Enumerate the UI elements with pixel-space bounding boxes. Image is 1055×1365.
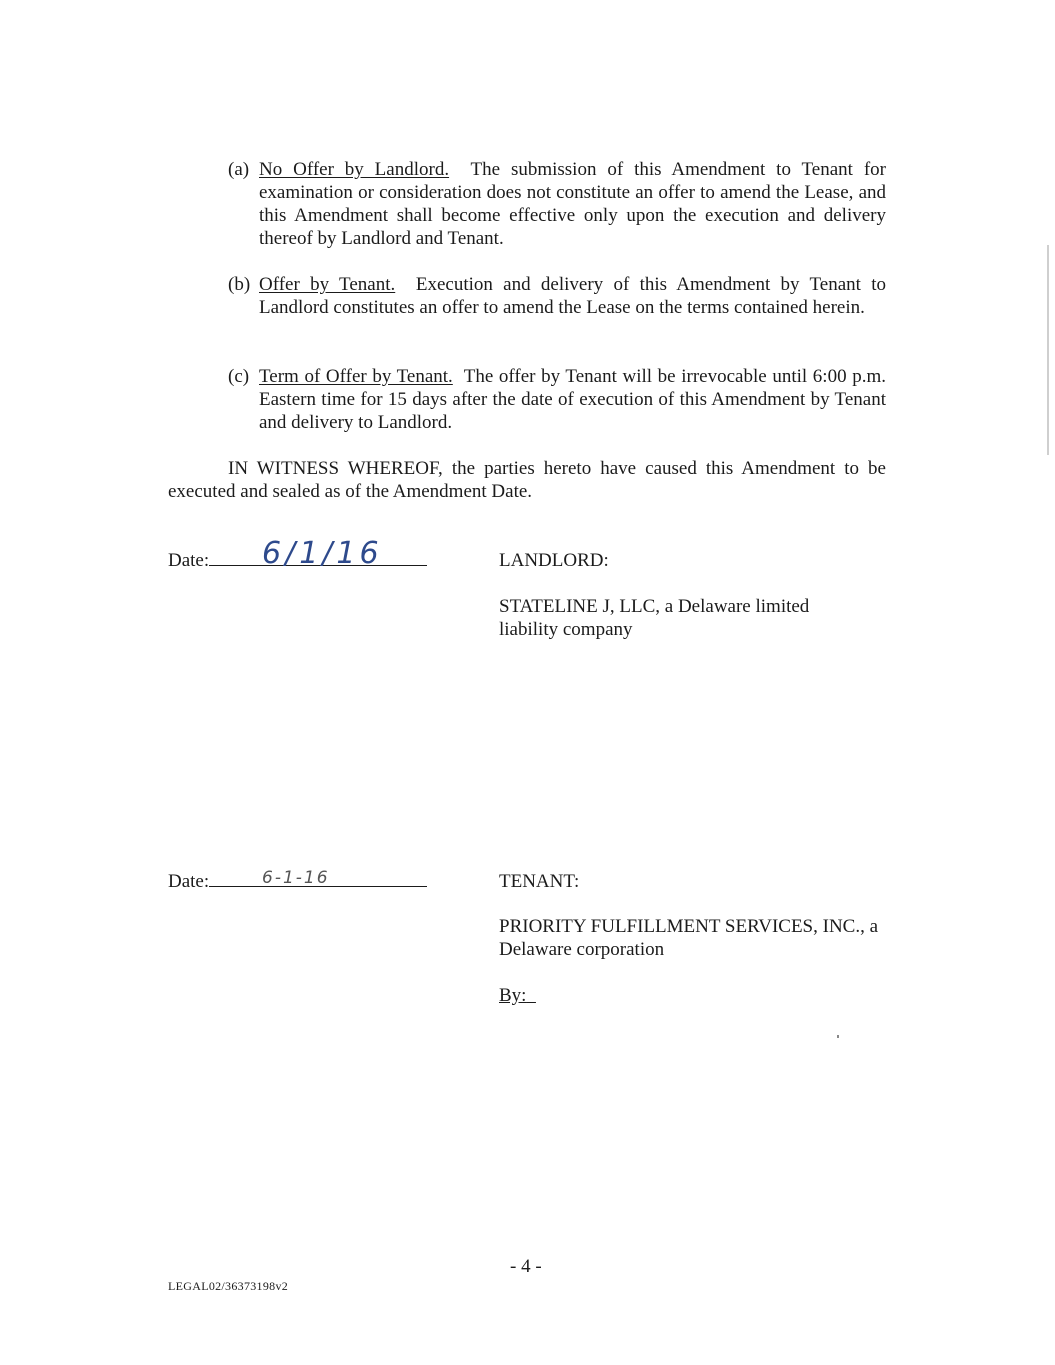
paragraph-c-heading: Term of Offer by Tenant.: [259, 366, 453, 387]
tenant-role: TENANT:: [499, 871, 580, 892]
paragraph-c: [228, 365, 886, 434]
paragraph-c-text: The offer by Tenant will be irrevocable until 6:00 p.m. Eastern time for 15 days after the date of execution of this Amendment by Tenant and delivery to Landlord.: [259, 366, 886, 433]
landlord-date-label: Date:: [168, 550, 210, 571]
scan-speck: [837, 1035, 839, 1038]
paragraph-b-marker: (b): [228, 274, 251, 295]
page-number: - 4 -: [510, 1256, 542, 1277]
paragraph-a: [228, 158, 886, 250]
witness-clause: IN WITNESS WHEREOF, the parties hereto have caused this Amendment to be executed and sealed as of the Amendment Date.: [168, 458, 886, 502]
paragraph-a-heading: No Offer by Landlord.: [259, 159, 450, 180]
landlord-date-handwritten: 6/1/16: [262, 536, 383, 571]
paragraph-b-heading: Offer by Tenant.: [259, 274, 396, 295]
landlord-role: LANDLORD:: [499, 550, 609, 571]
paragraph-a-marker: (a): [228, 159, 250, 180]
paragraph-b-text: Execution and delivery of this Amendment by Tenant to Landlord constitutes an offer to amend the Lease on the terms contained herein.: [259, 274, 886, 318]
document-id: LEGAL02/36373198v2: [168, 1279, 289, 1293]
paragraph-b: [228, 273, 886, 319]
tenant-name: PRIORITY FULFILLMENT SERVICES, INC., a Delaware corporation: [499, 916, 879, 960]
paragraph-a-text: The submission of this Amendment to Tenant for examination or consideration does not constitute an offer to amend the Lease, and this Amendment shall become effective only upon the execution and delivery thereof by Landlord and Tenant.: [259, 159, 886, 249]
scan-edge-artifact: [1047, 245, 1049, 455]
tenant-by-signature-line: [499, 984, 536, 1007]
tenant-date-label: Date:: [168, 871, 210, 892]
tenant-by-label: By:: [499, 985, 527, 1006]
tenant-date-handwritten: 6-1-16: [262, 868, 330, 888]
paragraph-c-marker: (c): [228, 366, 250, 387]
landlord-name: STATELINE J, LLC, a Delaware limited liability company: [499, 596, 810, 640]
